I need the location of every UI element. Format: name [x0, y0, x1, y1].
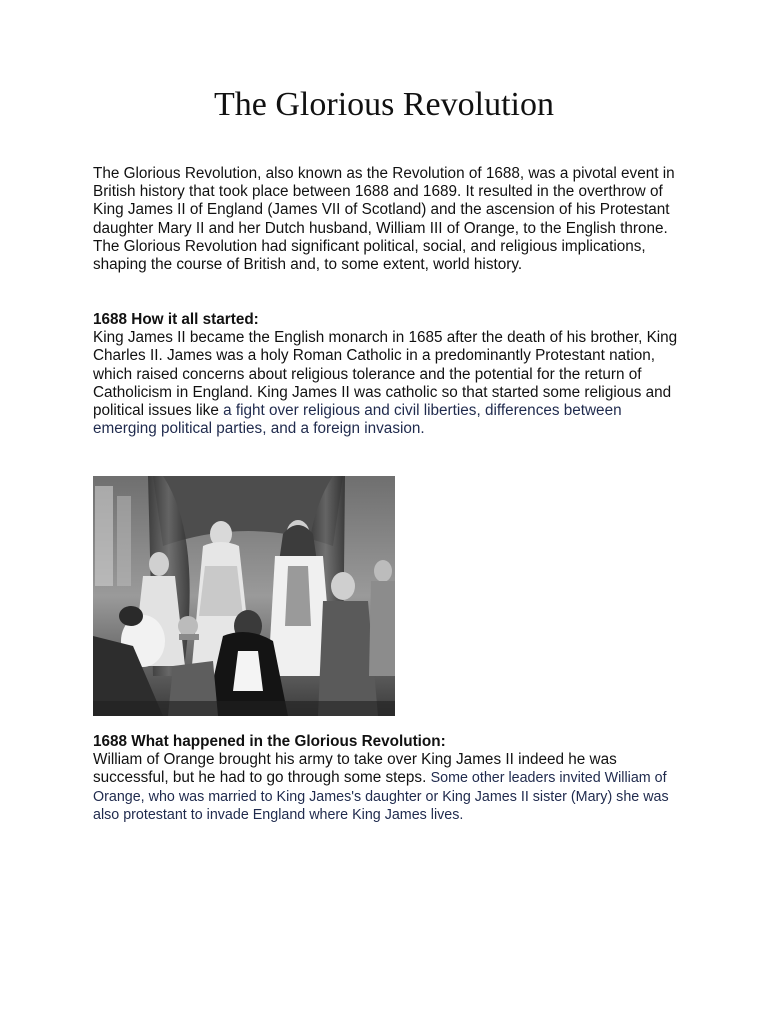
section-body-highlight: a fight over religious and civil liberties, differences between emerging political parties, and a foreign invasion. [93, 402, 622, 438]
section-body-highlight: Some other leaders invited William of Orange, who was married to King James's daughter or King James II sister (Mary) she was also protestant to invade England where King James lives. [93, 770, 669, 823]
section-what-happened [93, 733, 683, 824]
coronation-engraving-image [93, 476, 395, 716]
page-title: The Glorious Revolution [214, 86, 554, 123]
section-heading: 1688 What happened in the Glorious Revolution: [93, 733, 446, 750]
section-body: King James II became the English monarch in 1685 after the death of his brother, King Charles II. James was a holy Roman Catholic in a predominantly Protestant nation, which raised concerns about religious tolerance and the potential for the return of Catholicism in England. King James II was catholic so that started some religious and political issues like [93, 329, 678, 420]
section-body: William of Orange brought his army to take over King James II indeed he was successful, but he had to go through some steps. [93, 751, 617, 787]
section-heading: 1688 How it all started: [93, 311, 259, 328]
intro-paragraph: The Glorious Revolution, also known as the Revolution of 1688, was a pivotal event in British history that took place between 1688 and 1689. It resulted in the overthrow of King James II of England (James VII of Scotland) and the ascension of his Protestant daughter Mary II and her Dutch husband, William III of Orange, to the English throne. The Glorious Revolution had significant political, social, and religious implications, shaping the course of British and, to some extent, world history. [93, 165, 675, 274]
engraving-illustration-icon [93, 476, 395, 716]
section-how-it-started [93, 311, 683, 438]
